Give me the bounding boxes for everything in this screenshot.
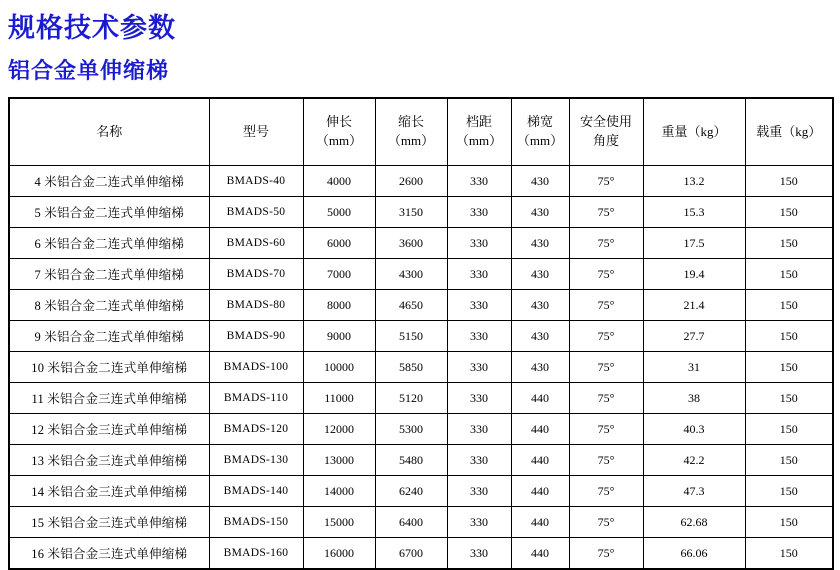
cell-weight: 40.3 <box>643 414 745 445</box>
cell-angle: 75° <box>569 507 643 538</box>
cell-extended: 13000 <box>303 445 375 476</box>
cell-name: 4 米铝合金二连式单伸缩梯 <box>9 166 209 197</box>
cell-width: 430 <box>511 166 569 197</box>
cell-retracted: 6240 <box>375 476 447 507</box>
cell-name: 5 米铝合金二连式单伸缩梯 <box>9 197 209 228</box>
cell-model: BMADS-80 <box>209 290 303 321</box>
cell-angle: 75° <box>569 476 643 507</box>
table-row <box>9 259 833 290</box>
column-header-width-line1: 梯宽 <box>526 114 553 130</box>
cell-extended: 9000 <box>303 321 375 352</box>
cell-model: BMADS-160 <box>209 538 303 570</box>
column-header-spacing <box>447 98 511 166</box>
column-header-model <box>209 98 303 166</box>
cell-load: 150 <box>745 321 833 352</box>
table-row <box>9 228 833 259</box>
cell-load: 150 <box>745 197 833 228</box>
table-row <box>9 414 833 445</box>
table-row <box>9 352 833 383</box>
cell-spacing: 330 <box>447 476 511 507</box>
page-title: 规格技术参数 <box>8 13 176 44</box>
cell-weight: 38 <box>643 383 745 414</box>
column-header-name-line1: 名称 <box>96 123 123 139</box>
column-header-weight <box>643 98 745 166</box>
cell-width: 440 <box>511 414 569 445</box>
spec-table <box>8 97 834 570</box>
column-header-extended-line1: 伸长 <box>325 114 352 130</box>
cell-spacing: 330 <box>447 321 511 352</box>
cell-weight: 19.4 <box>643 259 745 290</box>
cell-load: 150 <box>745 228 833 259</box>
cell-spacing: 330 <box>447 166 511 197</box>
cell-name: 11 米铝合金三连式单伸缩梯 <box>9 383 209 414</box>
column-header-load <box>745 98 833 166</box>
cell-weight: 13.2 <box>643 166 745 197</box>
spec-table-container <box>8 97 832 570</box>
cell-spacing: 330 <box>447 290 511 321</box>
table-row <box>9 383 833 414</box>
table-row <box>9 321 833 352</box>
cell-name: 12 米铝合金三连式单伸缩梯 <box>9 414 209 445</box>
cell-retracted: 6700 <box>375 538 447 570</box>
table-row <box>9 445 833 476</box>
cell-extended: 12000 <box>303 414 375 445</box>
cell-load: 150 <box>745 259 833 290</box>
cell-model: BMADS-110 <box>209 383 303 414</box>
cell-angle: 75° <box>569 352 643 383</box>
column-header-extended <box>303 98 375 166</box>
table-row <box>9 507 833 538</box>
column-header-spacing-line1: 档距 <box>465 114 492 130</box>
cell-extended: 16000 <box>303 538 375 570</box>
cell-angle: 75° <box>569 197 643 228</box>
column-header-width-line2: （mm） <box>516 133 564 148</box>
table-row <box>9 476 833 507</box>
cell-name: 16 米铝合金三连式单伸缩梯 <box>9 538 209 570</box>
page-subtitle: 铝合金单伸缩梯 <box>8 59 170 84</box>
column-header-width <box>511 98 569 166</box>
cell-extended: 6000 <box>303 228 375 259</box>
cell-retracted: 4300 <box>375 259 447 290</box>
cell-weight: 47.3 <box>643 476 745 507</box>
cell-retracted: 3600 <box>375 228 447 259</box>
cell-load: 150 <box>745 166 833 197</box>
cell-load: 150 <box>745 352 833 383</box>
cell-load: 150 <box>745 476 833 507</box>
cell-model: BMADS-150 <box>209 507 303 538</box>
cell-width: 430 <box>511 197 569 228</box>
cell-angle: 75° <box>569 166 643 197</box>
cell-width: 440 <box>511 383 569 414</box>
cell-angle: 75° <box>569 321 643 352</box>
cell-load: 150 <box>745 538 833 570</box>
cell-weight: 62.68 <box>643 507 745 538</box>
cell-load: 150 <box>745 414 833 445</box>
cell-spacing: 330 <box>447 507 511 538</box>
cell-weight: 42.2 <box>643 445 745 476</box>
cell-weight: 17.5 <box>643 228 745 259</box>
cell-extended: 7000 <box>303 259 375 290</box>
table-header <box>9 98 833 166</box>
table-row <box>9 290 833 321</box>
cell-name: 7 米铝合金二连式单伸缩梯 <box>9 259 209 290</box>
cell-model: BMADS-60 <box>209 228 303 259</box>
column-header-angle-line1: 安全使用 <box>579 114 632 130</box>
cell-retracted: 5120 <box>375 383 447 414</box>
table-row <box>9 197 833 228</box>
table-header-row <box>9 98 833 166</box>
cell-angle: 75° <box>569 538 643 570</box>
column-header-spacing-line2: （mm） <box>455 133 503 148</box>
cell-width: 430 <box>511 228 569 259</box>
cell-name: 14 米铝合金三连式单伸缩梯 <box>9 476 209 507</box>
table-row <box>9 538 833 570</box>
cell-width: 440 <box>511 507 569 538</box>
cell-model: BMADS-140 <box>209 476 303 507</box>
column-header-retracted-line2: （mm） <box>387 133 435 148</box>
cell-extended: 11000 <box>303 383 375 414</box>
cell-retracted: 5150 <box>375 321 447 352</box>
cell-load: 150 <box>745 445 833 476</box>
cell-extended: 15000 <box>303 507 375 538</box>
cell-width: 430 <box>511 259 569 290</box>
cell-model: BMADS-70 <box>209 259 303 290</box>
cell-name: 8 米铝合金二连式单伸缩梯 <box>9 290 209 321</box>
cell-model: BMADS-130 <box>209 445 303 476</box>
column-header-model-line1: 型号 <box>242 123 269 139</box>
cell-spacing: 330 <box>447 445 511 476</box>
cell-extended: 14000 <box>303 476 375 507</box>
cell-extended: 4000 <box>303 166 375 197</box>
cell-load: 150 <box>745 383 833 414</box>
cell-extended: 10000 <box>303 352 375 383</box>
cell-width: 440 <box>511 445 569 476</box>
cell-name: 9 米铝合金二连式单伸缩梯 <box>9 321 209 352</box>
cell-spacing: 330 <box>447 259 511 290</box>
cell-weight: 15.3 <box>643 197 745 228</box>
column-header-load-line1: 载重（kg） <box>756 123 822 139</box>
table-row <box>9 166 833 197</box>
column-header-angle-line2: 角度 <box>592 133 619 148</box>
cell-weight: 27.7 <box>643 321 745 352</box>
column-header-name <box>9 98 209 166</box>
cell-angle: 75° <box>569 445 643 476</box>
cell-model: BMADS-120 <box>209 414 303 445</box>
cell-weight: 31 <box>643 352 745 383</box>
cell-width: 430 <box>511 290 569 321</box>
cell-retracted: 5480 <box>375 445 447 476</box>
column-header-extended-line2: （mm） <box>315 133 363 148</box>
cell-retracted: 2600 <box>375 166 447 197</box>
cell-spacing: 330 <box>447 352 511 383</box>
column-header-retracted <box>375 98 447 166</box>
cell-width: 440 <box>511 538 569 570</box>
cell-model: BMADS-100 <box>209 352 303 383</box>
cell-spacing: 330 <box>447 197 511 228</box>
cell-spacing: 330 <box>447 228 511 259</box>
cell-name: 6 米铝合金二连式单伸缩梯 <box>9 228 209 259</box>
cell-extended: 8000 <box>303 290 375 321</box>
cell-name: 13 米铝合金三连式单伸缩梯 <box>9 445 209 476</box>
cell-retracted: 4650 <box>375 290 447 321</box>
column-header-retracted-line1: 缩长 <box>397 114 424 130</box>
cell-load: 150 <box>745 507 833 538</box>
cell-model: BMADS-90 <box>209 321 303 352</box>
cell-width: 430 <box>511 321 569 352</box>
cell-retracted: 3150 <box>375 197 447 228</box>
cell-retracted: 5300 <box>375 414 447 445</box>
cell-weight: 21.4 <box>643 290 745 321</box>
cell-angle: 75° <box>569 383 643 414</box>
column-header-angle <box>569 98 643 166</box>
cell-name: 15 米铝合金三连式单伸缩梯 <box>9 507 209 538</box>
cell-extended: 5000 <box>303 197 375 228</box>
cell-model: BMADS-50 <box>209 197 303 228</box>
cell-spacing: 330 <box>447 383 511 414</box>
cell-load: 150 <box>745 290 833 321</box>
cell-retracted: 6400 <box>375 507 447 538</box>
cell-angle: 75° <box>569 228 643 259</box>
column-header-weight-line1: 重量（kg） <box>661 123 727 139</box>
cell-model: BMADS-40 <box>209 166 303 197</box>
cell-angle: 75° <box>569 414 643 445</box>
cell-width: 440 <box>511 476 569 507</box>
cell-retracted: 5850 <box>375 352 447 383</box>
cell-spacing: 330 <box>447 414 511 445</box>
cell-weight: 66.06 <box>643 538 745 570</box>
cell-spacing: 330 <box>447 538 511 570</box>
table-body <box>9 166 833 570</box>
cell-angle: 75° <box>569 290 643 321</box>
cell-angle: 75° <box>569 259 643 290</box>
cell-name: 10 米铝合金二连式单伸缩梯 <box>9 352 209 383</box>
cell-width: 430 <box>511 352 569 383</box>
